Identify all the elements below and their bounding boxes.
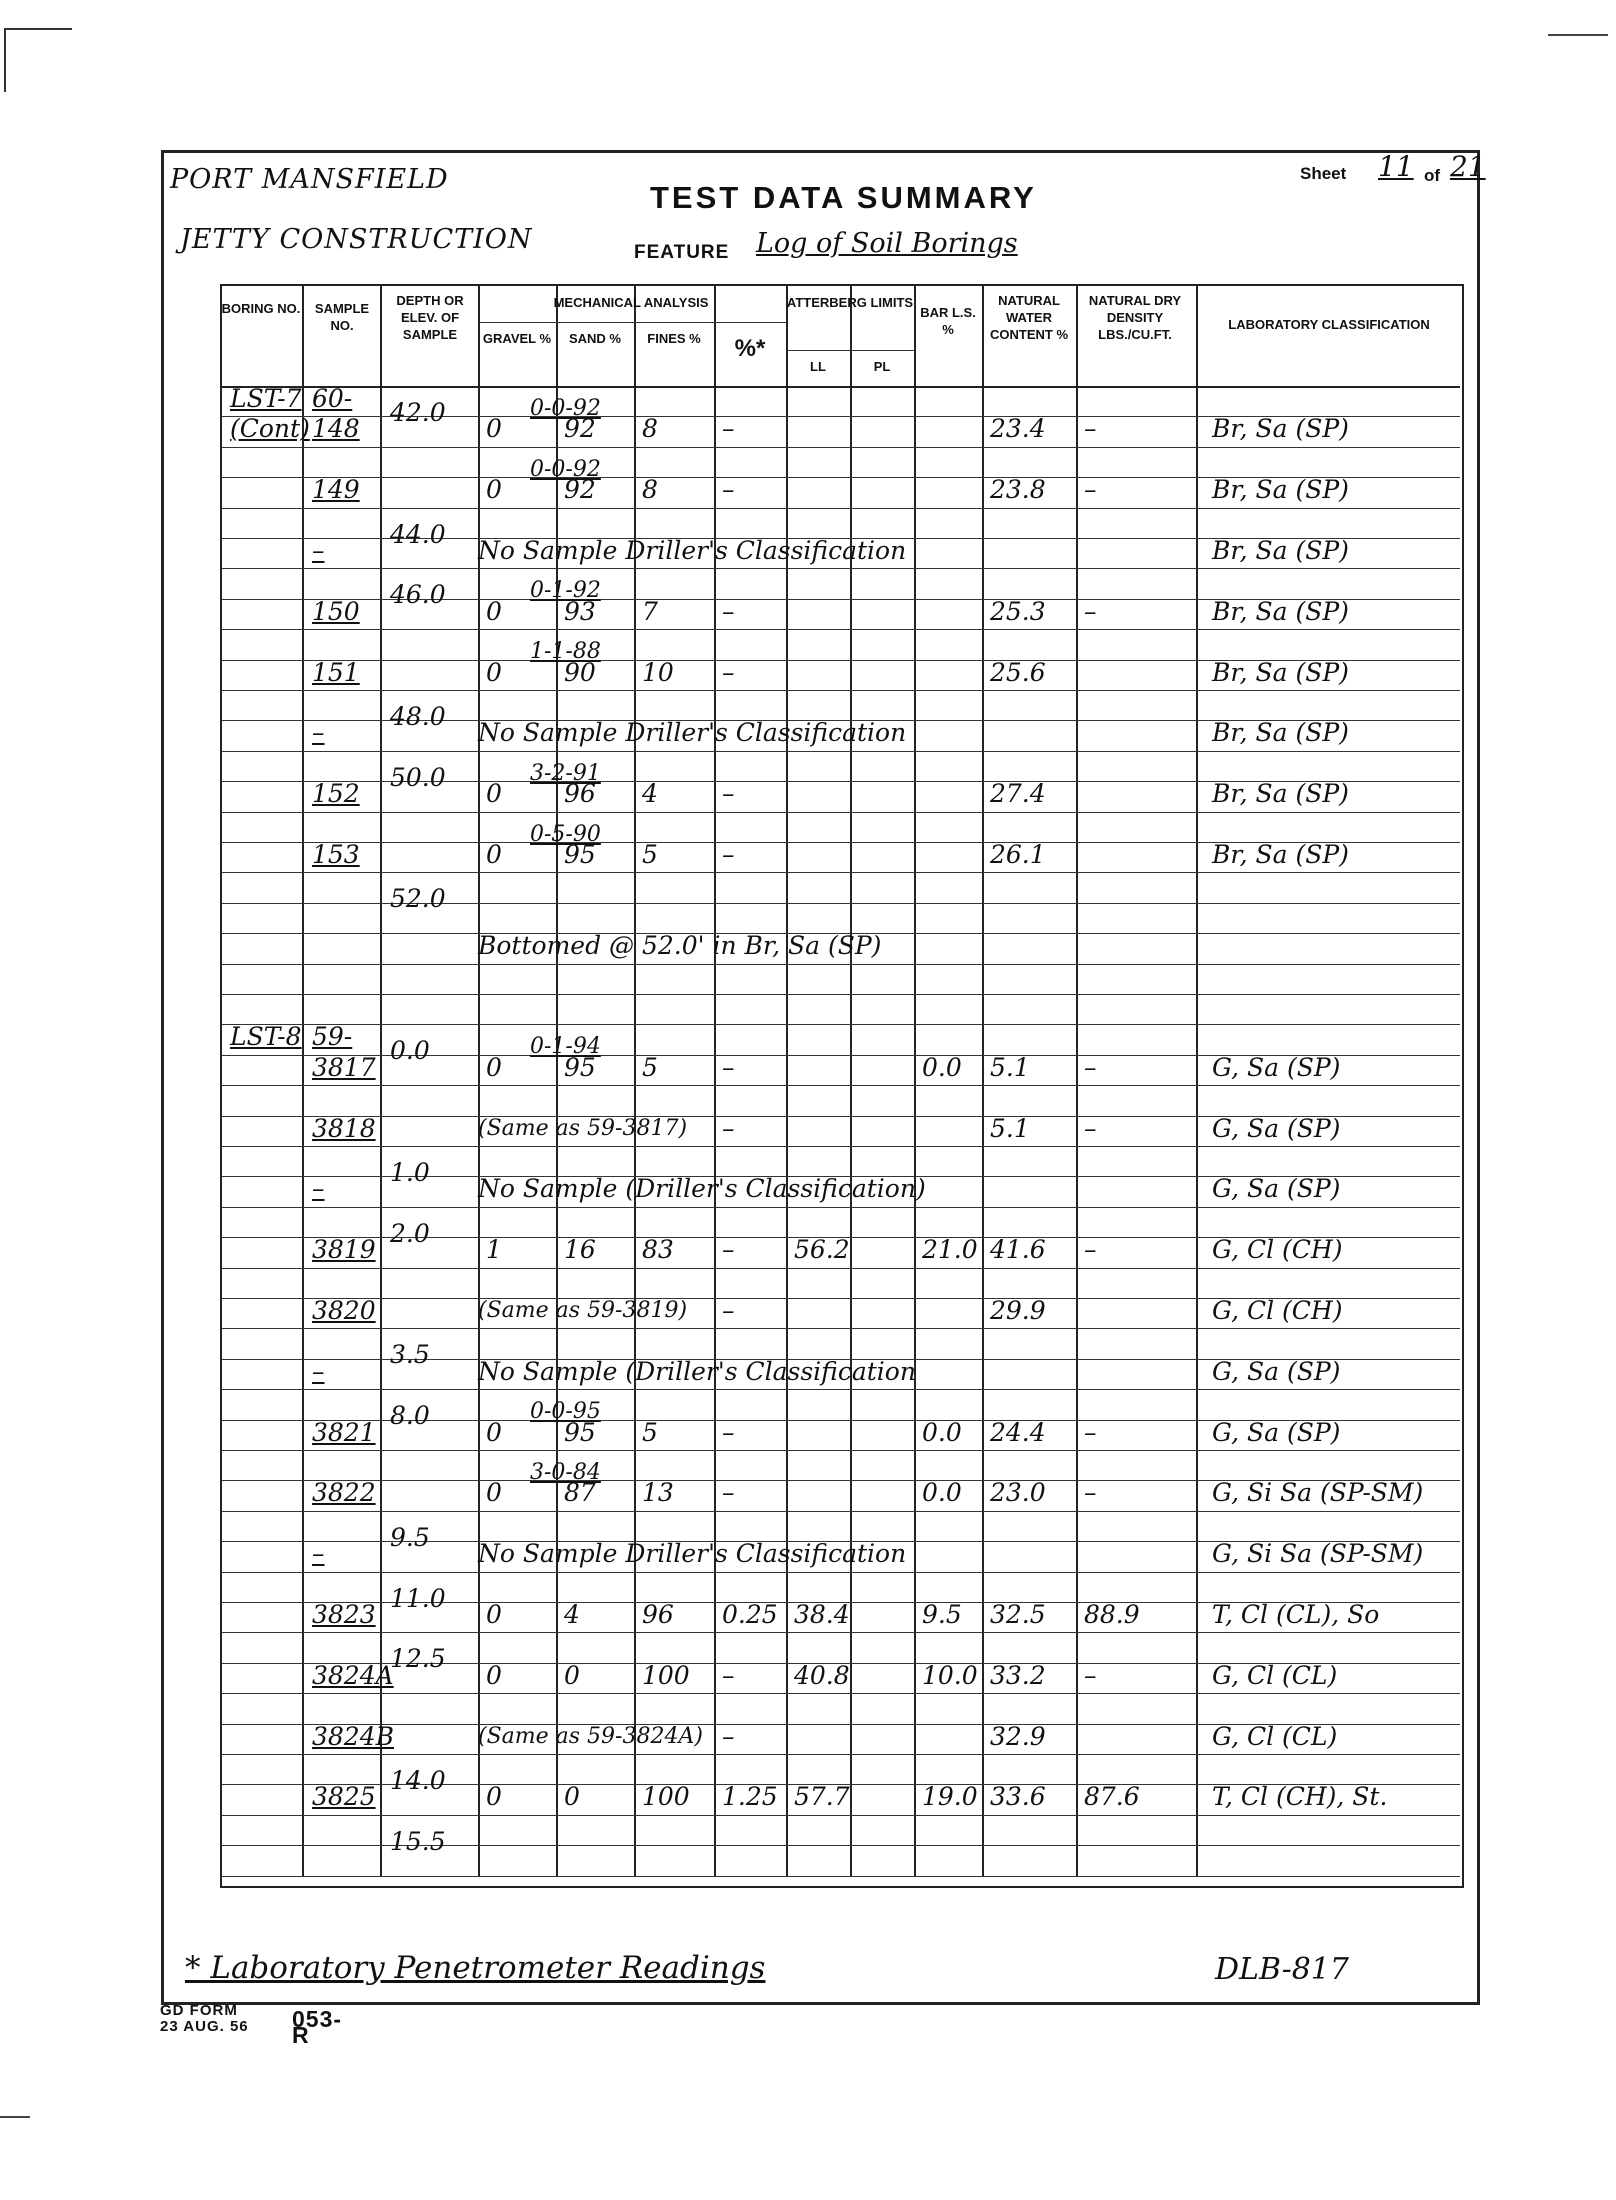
cell-sample: 150 xyxy=(312,596,360,626)
cell-sample: 3821 xyxy=(312,1417,376,1447)
column-divider xyxy=(914,284,916,1876)
cell-classification: Br, Sa (SP) xyxy=(1212,475,1349,505)
cell-depth: 9.5 xyxy=(390,1522,430,1552)
cell-classification: G, Sa (SP) xyxy=(1212,1174,1341,1204)
cell-gravel: 0 xyxy=(486,596,502,626)
cell-fines: 96 xyxy=(642,1600,674,1629)
cell-star: 1.25 xyxy=(722,1782,778,1812)
column-divider xyxy=(850,284,852,1876)
cell-depth: 15.5 xyxy=(390,1826,446,1856)
cell-gravel: 0 xyxy=(486,475,502,505)
cell-water: 27.4 xyxy=(990,779,1046,809)
cell-star: – xyxy=(722,1478,735,1508)
col-header-fines: FINES % xyxy=(647,331,701,346)
row-rule xyxy=(220,568,1460,569)
sheet-label: Sheet xyxy=(1300,164,1347,183)
form-title: TEST DATA SUMMARY xyxy=(650,180,1037,215)
feature-label: FEATURE xyxy=(634,242,730,263)
row-rule xyxy=(220,690,1460,691)
feature-value: Log of Soil Borings xyxy=(756,228,1018,259)
cell-water: 41.6 xyxy=(990,1235,1046,1265)
cell-depth: 14.0 xyxy=(390,1766,446,1795)
row-rule xyxy=(220,1024,1460,1025)
cell-water: 26.1 xyxy=(990,840,1046,869)
cell-remark: No Sample Driller's Classification xyxy=(478,536,907,565)
cell-sand: 90 xyxy=(564,657,596,687)
cell-sample: 3825 xyxy=(312,1782,376,1812)
cell-density: – xyxy=(1084,596,1097,626)
col-header-density: NATURAL DRY DENSITY LBS./CU.FT. xyxy=(1088,293,1182,342)
cell-gradation-note: 0-5-90 xyxy=(530,821,601,847)
row-rule xyxy=(220,1876,1460,1877)
col-header-sample: SAMPLE NO. xyxy=(314,301,370,333)
cell-remark: No Sample Driller's Classification xyxy=(478,718,907,748)
cell-depth: 2.0 xyxy=(390,1218,430,1248)
cell-bar: 10.0 xyxy=(922,1660,978,1690)
cell-classification: G, Sa (SP) xyxy=(1212,1417,1341,1447)
row-rule xyxy=(220,964,1460,965)
cell-depth: 12.5 xyxy=(390,1644,446,1674)
cell-bar: 19.0 xyxy=(922,1782,978,1812)
cell-remark: (Same as 59-3817) xyxy=(478,1115,688,1141)
cell-classification: G, Si Sa (SP-SM) xyxy=(1212,1539,1424,1569)
row-rule xyxy=(220,1693,1460,1694)
cell-sand: 92 xyxy=(564,475,596,505)
cell-star: – xyxy=(722,1721,735,1751)
footnote: * Laboratory Penetrometer Readings xyxy=(185,1950,766,1986)
cell-classification: Br, Sa (SP) xyxy=(1212,414,1349,444)
cell-depth: 3.5 xyxy=(390,1340,430,1370)
cell-fines: 5 xyxy=(642,1052,658,1082)
cell-density: 87.6 xyxy=(1084,1782,1140,1812)
cell-remark: No Sample (Driller's Classification xyxy=(478,1356,916,1386)
cell-ll: 38.4 xyxy=(794,1600,850,1629)
cell-fines: 5 xyxy=(642,840,658,869)
cell-classification: G, Sa (SP) xyxy=(1212,1052,1341,1082)
cell-density: – xyxy=(1084,1052,1097,1082)
cell-classification: Br, Sa (SP) xyxy=(1212,779,1349,809)
cell-density: – xyxy=(1084,475,1097,505)
cell-classification: Br, Sa (SP) xyxy=(1212,718,1349,748)
cell-star: – xyxy=(722,657,735,687)
cell-classification: G, Si Sa (SP-SM) xyxy=(1212,1478,1424,1508)
cell-density: – xyxy=(1084,1235,1097,1265)
col-header-atterberg: ATTERBERG LIMITS xyxy=(786,295,914,310)
cell-star: – xyxy=(722,414,735,444)
cell-depth: 1.0 xyxy=(390,1158,430,1187)
form-identifier: DLB-817 xyxy=(1215,1952,1349,1987)
cell-classification: G, Cl (CL) xyxy=(1212,1660,1338,1690)
cell-gradation-note: 0-0-92 xyxy=(530,396,601,421)
scan-corner-mark xyxy=(4,28,72,92)
cell-density: – xyxy=(1084,1660,1097,1690)
cell-gravel: 1 xyxy=(486,1235,502,1265)
cell-gravel: 0 xyxy=(486,779,502,809)
cell-sand: 96 xyxy=(564,779,596,809)
cell-sample: 59- xyxy=(312,1022,353,1052)
cell-star: – xyxy=(722,475,735,505)
cell-sample: 3820 xyxy=(312,1296,376,1325)
cell-sample: 3824B xyxy=(312,1721,394,1751)
cell-bar: 21.0 xyxy=(922,1235,978,1265)
col-header-ll: LL xyxy=(810,359,826,374)
col-header-water: NATURAL WATER CONTENT % xyxy=(990,293,1068,342)
col-header-gravel: GRAVEL % xyxy=(482,331,552,346)
form-code-line2: 23 AUG. 56 xyxy=(160,2018,249,2035)
cell-fines: 10 xyxy=(642,657,674,687)
cell-gravel: 0 xyxy=(486,657,502,687)
header-subdivider xyxy=(478,322,786,323)
cell-density: – xyxy=(1084,1478,1097,1508)
row-rule xyxy=(220,1632,1460,1633)
cell-gravel: 0 xyxy=(486,1782,502,1812)
col-header-mechanical: MECHANICAL ANALYSIS xyxy=(553,295,709,310)
cell-water: 23.0 xyxy=(990,1478,1046,1508)
cell-depth: 50.0 xyxy=(390,762,446,792)
cell-ll: 56.2 xyxy=(794,1235,850,1265)
cell-sample: – xyxy=(312,1539,325,1569)
cell-depth: 44.0 xyxy=(390,519,446,549)
row-rule xyxy=(220,629,1460,630)
cell-gravel: 0 xyxy=(486,1478,502,1508)
scan-edge-mark xyxy=(1548,34,1608,36)
row-rule xyxy=(220,994,1460,995)
cell-remark: (Same as 59-3819) xyxy=(478,1298,688,1323)
sheet-of-label: of xyxy=(1424,166,1441,185)
cell-classification: G, Cl (CL) xyxy=(1212,1721,1338,1751)
cell-sample: 3824A xyxy=(312,1660,394,1690)
cell-sample: 3818 xyxy=(312,1113,376,1143)
cell-gradation-note: 0-1-92 xyxy=(530,578,601,604)
cell-classification: G, Sa (SP) xyxy=(1212,1356,1341,1386)
cell-bar: 0.0 xyxy=(922,1478,962,1508)
row-rule xyxy=(220,1450,1460,1451)
row-rule xyxy=(220,812,1460,813)
cell-classification: Br, Sa (SP) xyxy=(1212,536,1349,565)
cell-star: – xyxy=(722,1660,735,1690)
form-code-line1: GD FORM xyxy=(160,2002,238,2019)
cell-sand: 95 xyxy=(564,1417,596,1447)
cell-star: 0.25 xyxy=(722,1600,778,1629)
header-bottom-rule xyxy=(220,386,1460,388)
row-rule xyxy=(220,1815,1460,1816)
cell-water: 5.1 xyxy=(990,1052,1030,1082)
cell-gradation-note: 0-0-95 xyxy=(530,1399,601,1425)
cell-ll: 57.7 xyxy=(794,1782,850,1812)
cell-star: – xyxy=(722,1235,735,1265)
cell-star: – xyxy=(722,779,735,809)
cell-fines: 100 xyxy=(642,1782,690,1812)
cell-sample: – xyxy=(312,536,325,565)
cell-water: 25.6 xyxy=(990,657,1046,687)
cell-water: 23.8 xyxy=(990,475,1046,505)
sheet-number: 11 xyxy=(1378,150,1414,183)
cell-sample: 3822 xyxy=(312,1478,376,1508)
cell-sand: 92 xyxy=(564,414,596,444)
cell-sample: 149 xyxy=(312,475,360,505)
cell-gravel: 0 xyxy=(486,840,502,869)
row-rule xyxy=(220,751,1460,752)
form-number: 053-R xyxy=(292,2006,343,2048)
cell-star: – xyxy=(722,1113,735,1143)
cell-fines: 83 xyxy=(642,1235,674,1265)
cell-depth: 46.0 xyxy=(390,580,446,610)
cell-gradation-note: 0-0-92 xyxy=(530,456,601,482)
cell-water: 32.9 xyxy=(990,1721,1046,1751)
col-header-boring: BORING NO. xyxy=(221,301,301,316)
cell-gravel: 0 xyxy=(486,414,502,444)
cell-sand: 0 xyxy=(564,1782,580,1812)
cell-gradation-note: 0-1-94 xyxy=(530,1034,601,1060)
cell-water: 33.6 xyxy=(990,1782,1046,1812)
cell-remark: Bottomed @ 52.0' in Br, Sa (SP) xyxy=(478,931,882,961)
cell-depth: 48.0 xyxy=(390,702,446,731)
cell-sample: – xyxy=(312,718,325,748)
cell-sample: 151 xyxy=(312,657,360,687)
cell-sample: 60- xyxy=(312,384,353,413)
cell-gradation-note: 1-1-88 xyxy=(530,639,601,665)
cell-gradation-note: 3-0-84 xyxy=(530,1460,601,1485)
cell-gravel: 0 xyxy=(486,1417,502,1447)
cell-sample: 3819 xyxy=(312,1235,376,1265)
cell-sand: 0 xyxy=(564,1660,580,1690)
cell-water: 24.4 xyxy=(990,1417,1046,1447)
cell-fines: 5 xyxy=(642,1417,658,1447)
cell-sample: 153 xyxy=(312,840,360,869)
cell-water: 5.1 xyxy=(990,1113,1030,1143)
cell-classification: Br, Sa (SP) xyxy=(1212,596,1349,626)
col-header-classification: LABORATORY CLASSIFICATION xyxy=(1228,317,1430,332)
cell-density: – xyxy=(1084,414,1097,444)
cell-sample: – xyxy=(312,1356,325,1386)
cell-sample: 3817 xyxy=(312,1052,376,1082)
cell-sample: 148 xyxy=(312,414,360,444)
row-rule xyxy=(220,1389,1460,1390)
col-header-penetrometer: %* xyxy=(734,335,766,362)
sheet-total: 21 xyxy=(1450,150,1486,183)
cell-sample: 152 xyxy=(312,779,360,809)
cell-water: 33.2 xyxy=(990,1660,1046,1690)
cell-density: – xyxy=(1084,1417,1097,1447)
cell-classification: T, Cl (CH), St. xyxy=(1212,1782,1388,1812)
cell-classification: G, Cl (CH) xyxy=(1212,1296,1343,1325)
cell-gravel: 0 xyxy=(486,1600,502,1629)
cell-fines: 100 xyxy=(642,1660,690,1690)
cell-sand: 95 xyxy=(564,1052,596,1082)
cell-sample: – xyxy=(312,1174,325,1204)
cell-classification: T, Cl (CL), So xyxy=(1212,1600,1380,1629)
cell-water: 25.3 xyxy=(990,596,1046,626)
cell-remark: No Sample (Driller's Classification) xyxy=(478,1174,926,1204)
cell-water: 23.4 xyxy=(990,414,1046,444)
scan-edge-mark xyxy=(0,2116,30,2118)
cell-sand: 95 xyxy=(564,840,596,869)
cell-sample: 3823 xyxy=(312,1600,376,1629)
cell-bar: 0.0 xyxy=(922,1052,962,1082)
header-subdivider xyxy=(786,350,914,351)
col-header-depth: DEPTH OR ELEV. OF SAMPLE xyxy=(396,293,464,342)
cell-gravel: 0 xyxy=(486,1052,502,1082)
cell-sand: 87 xyxy=(564,1478,596,1508)
cell-fines: 7 xyxy=(642,596,658,626)
cell-boring: LST-7 xyxy=(230,384,302,413)
cell-boring: (Cont) xyxy=(230,414,310,444)
cell-classification: G, Cl (CH) xyxy=(1212,1235,1343,1265)
cell-remark: No Sample Driller's Classification xyxy=(478,1539,907,1569)
cell-classification: Br, Sa (SP) xyxy=(1212,840,1349,869)
cell-water: 29.9 xyxy=(990,1296,1046,1325)
cell-ll: 40.8 xyxy=(794,1660,850,1690)
cell-sand: 4 xyxy=(564,1600,580,1629)
cell-density: 88.9 xyxy=(1084,1600,1140,1629)
project-name: PORT MANSFIELD xyxy=(170,164,449,195)
cell-star: – xyxy=(722,1417,735,1447)
row-rule xyxy=(220,1146,1460,1147)
cell-water: 32.5 xyxy=(990,1600,1046,1629)
cell-depth: 11.0 xyxy=(390,1583,446,1613)
cell-classification: G, Sa (SP) xyxy=(1212,1113,1341,1143)
form-code xyxy=(160,2002,343,2048)
column-divider xyxy=(302,284,304,1876)
row-rule xyxy=(220,447,1460,448)
cell-bar: 9.5 xyxy=(922,1600,962,1629)
cell-depth: 8.0 xyxy=(390,1401,430,1431)
row-rule xyxy=(220,1207,1460,1208)
cell-fines: 8 xyxy=(642,414,658,444)
col-header-bar-ls: BAR L.S. % xyxy=(920,305,976,337)
cell-remark: (Same as 59-3824A) xyxy=(478,1723,703,1749)
col-header-sand: SAND % xyxy=(568,331,621,346)
row-rule xyxy=(220,1754,1460,1755)
cell-star: – xyxy=(722,1296,735,1325)
row-rule xyxy=(220,872,1460,873)
cell-density: – xyxy=(1084,1113,1097,1143)
cell-depth: 0.0 xyxy=(390,1036,430,1066)
cell-classification: Br, Sa (SP) xyxy=(1212,657,1349,687)
cell-bar: 0.0 xyxy=(922,1417,962,1447)
cell-gradation-note: 3-2-91 xyxy=(530,760,601,786)
cell-star: – xyxy=(722,1052,735,1082)
row-rule xyxy=(220,1268,1460,1269)
row-rule xyxy=(220,1328,1460,1329)
row-rule xyxy=(220,508,1460,509)
cell-star: – xyxy=(722,596,735,626)
cell-gravel: 0 xyxy=(486,1660,502,1690)
row-rule xyxy=(220,1572,1460,1573)
row-rule xyxy=(220,1085,1460,1086)
row-rule xyxy=(220,1511,1460,1512)
cell-depth: 42.0 xyxy=(390,398,446,427)
cell-fines: 8 xyxy=(642,475,658,505)
project-subtitle: JETTY CONSTRUCTION xyxy=(180,224,533,255)
cell-fines: 13 xyxy=(642,1478,674,1508)
cell-depth: 52.0 xyxy=(390,884,446,914)
cell-star: – xyxy=(722,840,735,869)
col-header-pl: PL xyxy=(873,359,891,374)
cell-sand: 16 xyxy=(564,1235,596,1265)
cell-fines: 4 xyxy=(642,779,658,809)
cell-sand: 93 xyxy=(564,596,596,626)
cell-boring: LST-8 xyxy=(230,1022,302,1052)
